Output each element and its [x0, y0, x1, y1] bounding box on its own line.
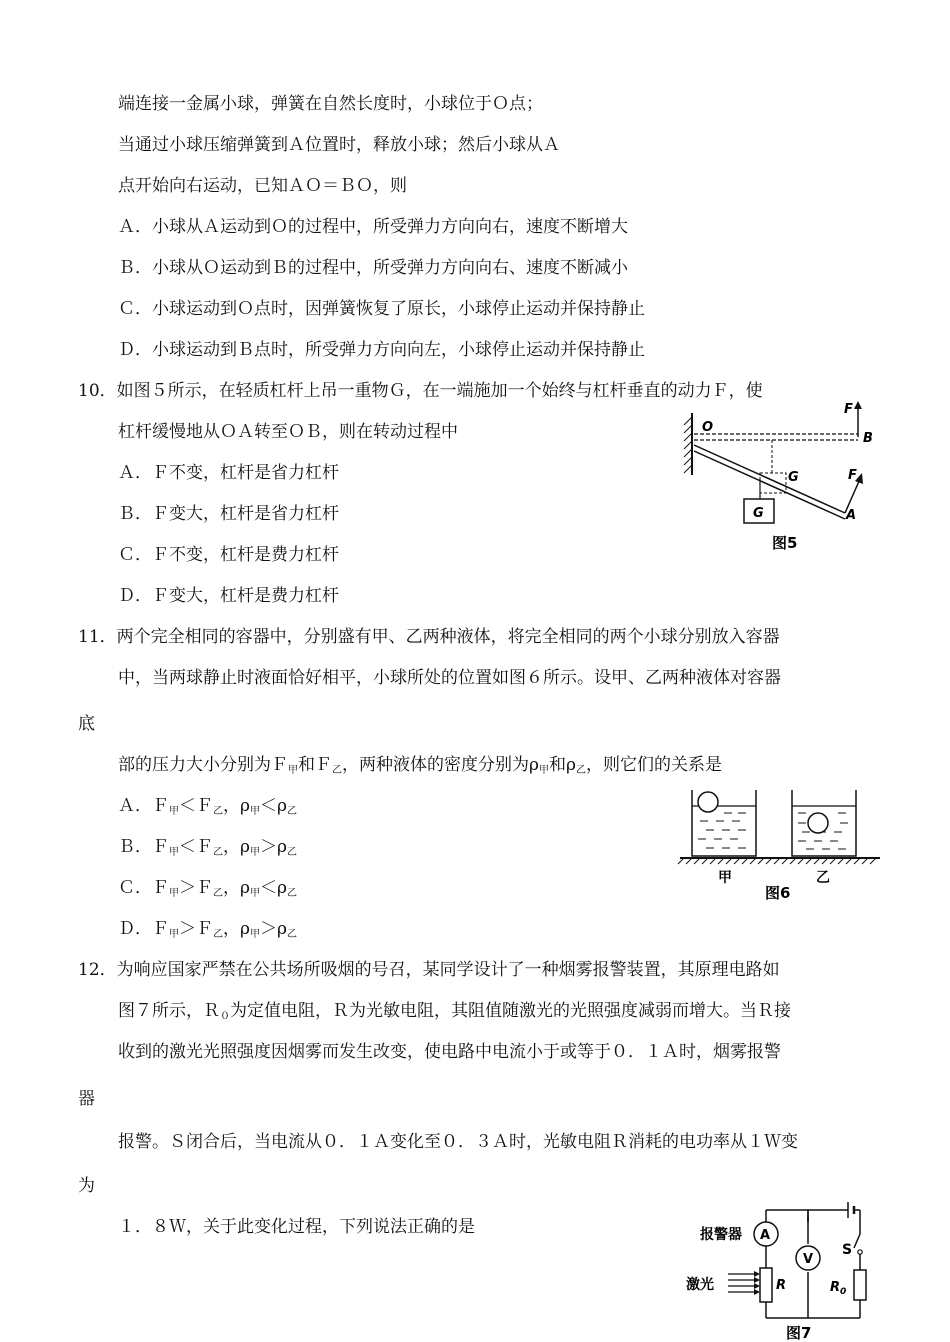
option-sub: 甲 [250, 847, 260, 858]
option-label: Ａ． [118, 796, 152, 816]
option-sub: 甲 [169, 806, 179, 817]
fig7-r0-label [830, 1280, 846, 1297]
q12-stem-text-1: 为响应国家严禁在公共场所吸烟的号召，某同学设计了一种烟雾报警装置，其原理电路如 [116, 960, 780, 980]
option-sub: 甲 [250, 806, 260, 817]
option-sub: 甲 [169, 929, 179, 940]
option-sub: 甲 [169, 847, 179, 858]
option-text: ＞ρ [260, 837, 287, 857]
q11-line3-part-c: ，两种液体的密度分别为ρ [342, 755, 539, 775]
q12-stem-line-2 [118, 1000, 791, 1028]
fig7-ammeter-symbol: A [760, 1228, 771, 1243]
q11-line3-sub-1: 甲 [288, 765, 298, 776]
figure-7-circuit-diagram [680, 1200, 880, 1342]
option-text: Ｆ [152, 878, 169, 898]
figure-5-caption: 图5 [772, 534, 798, 552]
q11-option-c [118, 877, 297, 905]
option-sub: 乙 [213, 806, 223, 817]
q12-line2-part-a: 图７所示，Ｒ [118, 1001, 220, 1021]
fig5-label-b: B [863, 431, 873, 446]
q11-line3-part-a: 部的压力大小分别为Ｆ [118, 755, 288, 775]
fig5-label-f-top: F [844, 402, 853, 417]
option-text: ＜ρ [260, 878, 287, 898]
fig5-label-g-box: G [753, 506, 764, 521]
fig7-switch-label: S [842, 1242, 853, 1258]
option-text: ，ρ [223, 878, 250, 898]
option-label: Ｂ． [118, 837, 152, 857]
q9-option-b: Ｂ．小球从Ｏ运动到Ｂ的过程中，所受弹力方向向右、速度不断减小 [118, 258, 628, 278]
option-text: Ｆ [152, 796, 169, 816]
fig5-label-o: O [702, 420, 714, 435]
q12-stem-line-5: １．８Ｗ，关于此变化过程，下列说法正确的是 [118, 1217, 475, 1237]
q12-stem-line-3: 收到的激光光照强度因烟雾而发生改变，使电路中电流小于或等于０．１Ａ时，烟雾报警 [118, 1042, 781, 1062]
figure-6-caption: 图6 [765, 884, 791, 902]
q12-number: 12． [78, 960, 117, 980]
option-sub: 乙 [287, 806, 297, 817]
option-label: Ｃ． [118, 878, 152, 898]
option-text: ，ρ [223, 919, 250, 939]
q11-stem-line-1 [78, 626, 780, 648]
q12-stem-line-3b: 器 [78, 1089, 95, 1109]
option-text: ＞Ｆ [179, 878, 213, 898]
fig5-label-f-low: F [848, 468, 857, 483]
q11-line3-part-e: ，则它们的关系是 [586, 755, 722, 775]
q11-stem-text-1: 两个完全相同的容器中，分别盛有甲、乙两种液体，将完全相同的两个小球分别放入容器 [116, 627, 780, 647]
q9-line-1: 端连接一金属小球，弹簧在自然长度时，小球位于Ｏ点； [118, 94, 543, 114]
fig7-voltmeter-symbol: V [803, 1252, 814, 1267]
q12-line2-part-b: 为定值电阻，Ｒ为光敏电阻，其阻值随激光的光照强度减弱而增大。当Ｒ接 [230, 1001, 791, 1021]
q12-stem-line-4b: 为 [78, 1176, 95, 1196]
q10-stem-line-2: 杠杆缓慢地从ＯＡ转至ＯＢ，则在转动过程中 [118, 422, 458, 442]
q11-option-b [118, 836, 297, 864]
q10-option-d: Ｄ．Ｆ变大，杠杆是费力杠杆 [118, 586, 339, 606]
q10-stem-text-1: 如图５所示，在轻质杠杆上吊一重物Ｇ，在一端施加一个始终与杠杆垂直的动力Ｆ，使 [116, 381, 763, 401]
q12-stem-line-4: 报警。Ｓ闭合后，当电流从０．１Ａ变化至０．３Ａ时，光敏电阻Ｒ消耗的电功率从１Ｗ变 [118, 1132, 798, 1152]
option-sub: 乙 [213, 929, 223, 940]
q9-option-d: Ｄ．小球运动到Ｂ点时，所受弹力方向向左，小球停止运动并保持静止 [118, 340, 645, 360]
q11-line3-sub-2: 乙 [332, 765, 342, 776]
q11-line3-part-d: 和ρ [549, 755, 576, 775]
q11-stem-line-2: 中，当两球静止时液面恰好相平，小球所处的位置如图６所示。设甲、乙两种液体对容器 [118, 668, 781, 688]
q9-line-3: 点开始向右运动，已知ＡＯ＝ＢＯ，则 [118, 176, 407, 196]
option-sub: 甲 [250, 888, 260, 899]
q9-line-2: 当通过小球压缩弹簧到Ａ位置时，释放小球；然后小球从Ａ [118, 135, 560, 155]
fig7-alarm-label: 报警器 [700, 1227, 742, 1243]
q11-number: 11． [78, 627, 117, 647]
q10-option-c: Ｃ．Ｆ不变，杠杆是费力杠杆 [118, 545, 339, 565]
option-text: ＞Ｆ [179, 919, 213, 939]
option-sub: 甲 [169, 888, 179, 899]
option-text: ，ρ [223, 837, 250, 857]
q12-line2-sub: ０ [220, 1011, 230, 1022]
q11-line3-sub-3: 甲 [539, 765, 549, 776]
q10-option-a: Ａ．Ｆ不变，杠杆是省力杠杆 [118, 463, 339, 483]
option-sub: 乙 [287, 847, 297, 858]
fig5-label-a: A [846, 508, 857, 523]
figure-6-containers-diagram [676, 786, 886, 908]
q11-line3-part-b: 和Ｆ [298, 755, 332, 775]
fig6-label-right: 乙 [816, 870, 830, 886]
option-sub: 甲 [250, 929, 260, 940]
fig7-r0-main: R [830, 1280, 841, 1295]
q12-stem-line-1 [78, 959, 780, 981]
option-text: ＜ρ [260, 796, 287, 816]
fig5-label-g-rod: G [788, 470, 799, 485]
q9-option-c: Ｃ．小球运动到Ｏ点时，因弹簧恢复了原长，小球停止运动并保持静止 [118, 299, 645, 319]
q10-option-b: Ｂ．Ｆ变大，杠杆是省力杠杆 [118, 504, 339, 524]
option-text: ，ρ [223, 796, 250, 816]
q10-number: 10． [78, 381, 117, 401]
q11-line3-sub-4: 乙 [576, 765, 586, 776]
figure-5-lever-diagram [680, 395, 880, 560]
option-text: ＞ρ [260, 919, 287, 939]
option-text: ＜Ｆ [179, 796, 213, 816]
q11-stem-line-2b: 底 [78, 714, 95, 734]
option-sub: 乙 [213, 888, 223, 899]
option-sub: 乙 [287, 888, 297, 899]
option-sub: 乙 [287, 929, 297, 940]
figure-7-caption: 图7 [786, 1324, 812, 1342]
q11-option-d [118, 918, 297, 946]
fig6-label-left: 甲 [718, 870, 732, 886]
option-sub: 乙 [213, 847, 223, 858]
q9-option-a: Ａ．小球从Ａ运动到Ｏ的过程中，所受弹力方向向右，速度不断增大 [118, 217, 628, 237]
fig7-r0-sub: 0 [840, 1287, 847, 1297]
fig7-laser-label: 激光 [686, 1277, 714, 1293]
option-label: Ｄ． [118, 919, 152, 939]
q10-stem-line-1 [78, 380, 763, 402]
option-text: Ｆ [152, 919, 169, 939]
q11-option-a [118, 795, 297, 823]
option-text: ＜Ｆ [179, 837, 213, 857]
option-text: Ｆ [152, 837, 169, 857]
fig7-r-label: R [776, 1278, 787, 1293]
q11-stem-line-3 [118, 754, 722, 782]
